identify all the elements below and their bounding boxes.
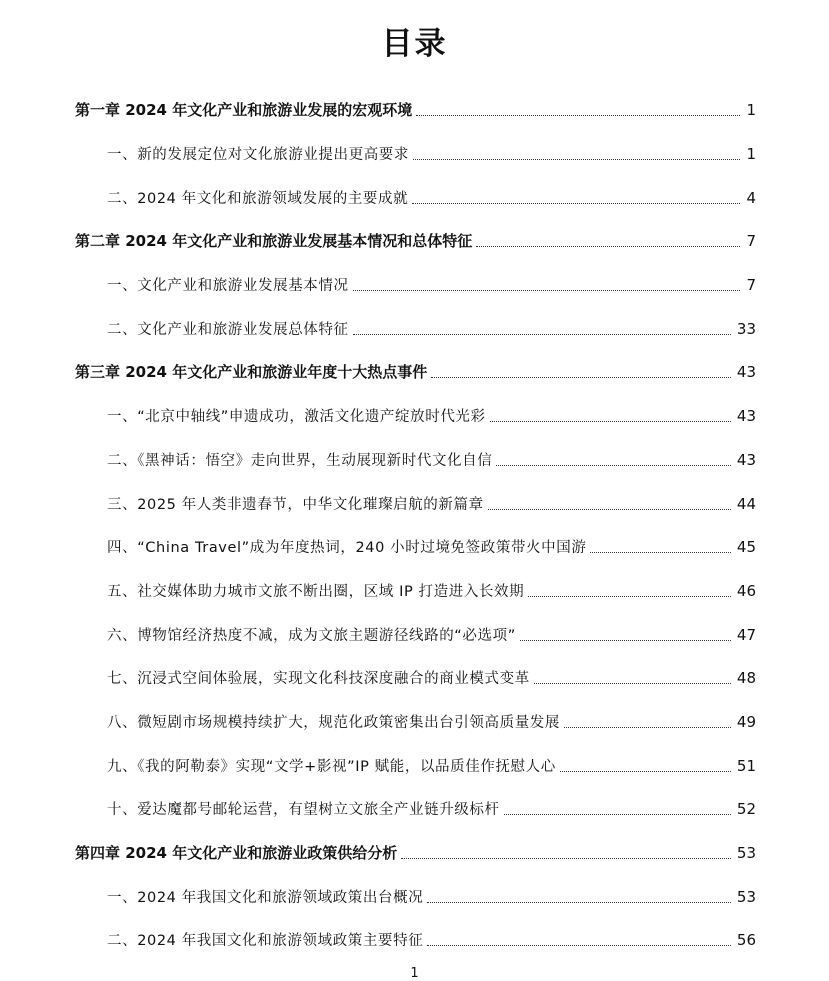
dot-leader <box>528 596 731 597</box>
toc-section-entry[interactable] <box>0 132 829 176</box>
toc-entry-title: 三、2025 年人类非遗春节，中华文化璀璨启航的新篇章 <box>107 496 484 513</box>
dot-leader <box>413 159 740 160</box>
dot-leader <box>353 334 731 335</box>
table-of-contents <box>0 88 829 962</box>
toc-chapter-entry[interactable] <box>0 831 829 875</box>
toc-section-entry[interactable] <box>0 438 829 482</box>
toc-entry-title: 第四章 2024 年文化产业和旅游业政策供给分析 <box>75 844 398 863</box>
toc-entry-title: 第二章 2024 年文化产业和旅游业发展基本情况和总体特征 <box>75 232 473 251</box>
toc-section-entry[interactable] <box>0 700 829 744</box>
toc-section-entry[interactable] <box>0 874 829 918</box>
dot-leader <box>520 640 731 641</box>
dot-leader <box>560 771 731 772</box>
toc-entry-title: 八、微短剧市场规模持续扩大，规范化政策密集出台引领高质量发展 <box>107 714 560 731</box>
toc-page-number: 48 <box>736 669 756 688</box>
toc-page-number: 43 <box>736 450 756 469</box>
dot-leader <box>490 421 731 422</box>
toc-page-number: 1 <box>746 145 756 164</box>
toc-entry-title: 七、沉浸式空间体验展，实现文化科技深度融合的商业模式变革 <box>107 671 530 688</box>
toc-entry-title: 二、《黑神话：悟空》走向世界，生动展现新时代文化自信 <box>107 452 493 469</box>
toc-page-number: 49 <box>736 712 756 731</box>
toc-page-number: 7 <box>746 232 756 251</box>
toc-page-number: 7 <box>746 276 756 295</box>
toc-entry-title: 二、2024 年我国文化和旅游领域政策主要特征 <box>107 933 424 950</box>
toc-section-entry[interactable] <box>0 263 829 307</box>
toc-entry-title: 一、2024 年我国文化和旅游领域政策出台概况 <box>107 889 424 906</box>
dot-leader <box>401 858 731 859</box>
toc-page-number: 44 <box>736 494 756 513</box>
toc-chapter-entry[interactable] <box>0 350 829 394</box>
toc-page-number: 53 <box>736 887 756 906</box>
page-title: 目录 <box>381 26 448 62</box>
toc-page-number: 47 <box>736 625 756 644</box>
toc-entry-title: 二、2024 年文化和旅游领域发展的主要成就 <box>107 190 409 207</box>
toc-entry-title: 一、“北京中轴线”申遗成功，激活文化遗产绽放时代光彩 <box>107 409 486 426</box>
toc-section-entry[interactable] <box>0 306 829 350</box>
dot-leader <box>496 465 731 466</box>
toc-entry-title: 一、新的发展定位对文化旅游业提出更高要求 <box>107 147 409 164</box>
dot-leader <box>504 814 731 815</box>
toc-page-number: 43 <box>736 363 756 382</box>
toc-section-entry[interactable] <box>0 525 829 569</box>
toc-page-number: 45 <box>736 538 756 557</box>
toc-chapter-entry[interactable] <box>0 219 829 263</box>
toc-entry-title: 五、社交媒体助力城市文旅不断出圈，区域 IP 打造进入长效期 <box>107 583 525 600</box>
toc-page-number: 46 <box>736 581 756 600</box>
toc-section-entry[interactable] <box>0 569 829 613</box>
toc-page-number: 4 <box>746 188 756 207</box>
toc-page-number: 51 <box>736 756 756 775</box>
toc-section-entry[interactable] <box>0 918 829 962</box>
toc-page-number: 52 <box>736 800 756 819</box>
toc-entry-title: 一、文化产业和旅游业发展基本情况 <box>107 278 349 295</box>
toc-entry-title: 第一章 2024 年文化产业和旅游业发展的宏观环境 <box>75 101 413 120</box>
toc-section-entry[interactable] <box>0 743 829 787</box>
dot-leader <box>416 115 740 116</box>
dot-leader <box>427 945 731 946</box>
toc-page-number: 53 <box>736 844 756 863</box>
toc-section-entry[interactable] <box>0 787 829 831</box>
toc-entry-title: 九、《我的阿勒泰》实现“文学+影视”IP 赋能，以品质佳作抚慰人心 <box>107 758 556 775</box>
dot-leader <box>590 552 730 553</box>
dot-leader <box>476 246 740 247</box>
dot-leader <box>427 902 731 903</box>
toc-section-entry[interactable] <box>0 175 829 219</box>
toc-section-entry[interactable] <box>0 394 829 438</box>
footer-page-number: 1 <box>410 966 419 981</box>
toc-section-entry[interactable] <box>0 656 829 700</box>
dot-leader <box>412 203 740 204</box>
toc-entry-title: 六、博物馆经济热度不减，成为文旅主题游径线路的“必选项” <box>107 627 516 644</box>
dot-leader <box>534 683 731 684</box>
toc-page-number: 33 <box>736 319 756 338</box>
toc-section-entry[interactable] <box>0 481 829 525</box>
dot-leader <box>431 377 731 378</box>
toc-section-entry[interactable] <box>0 612 829 656</box>
toc-chapter-entry[interactable] <box>0 88 829 132</box>
dot-leader <box>564 727 731 728</box>
toc-entry-title: 四、“China Travel”成为年度热词，240 小时过境免签政策带火中国游 <box>107 540 587 557</box>
toc-page-number: 56 <box>736 931 756 950</box>
toc-entry-title: 第三章 2024 年文化产业和旅游业年度十大热点事件 <box>75 363 428 382</box>
dot-leader <box>353 290 741 291</box>
toc-page-number: 43 <box>736 407 756 426</box>
toc-entry-title: 二、文化产业和旅游业发展总体特征 <box>107 321 349 338</box>
toc-entry-title: 十、爱达魔都号邮轮运营，有望树立文旅全产业链升级标杆 <box>107 802 500 819</box>
toc-page-number: 1 <box>746 101 756 120</box>
dot-leader <box>488 509 731 510</box>
